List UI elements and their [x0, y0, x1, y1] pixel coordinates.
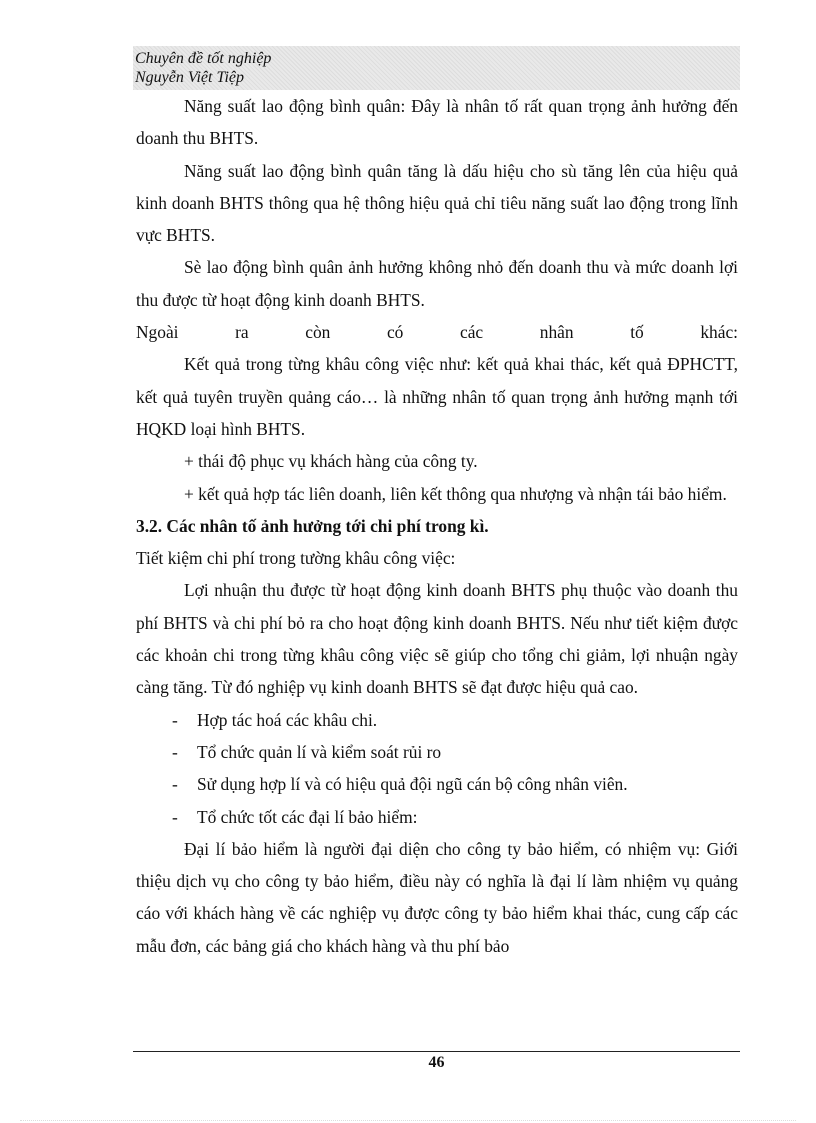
paragraph-cost-saving: Tiết kiệm chi phí trong tường khâu công việc:: [136, 548, 456, 569]
paragraph-work-results: Kết quả trong từng khâu công việc như: kết quả khai thác, kết quả ĐPHCTT, kết quả tuyên truyền quảng cáo… là những nhân tố quan trọng ảnh hưởng mạnh tới HQKD loại hình BHTS.: [136, 354, 738, 439]
list-item-text: Tổ chức quản lí và kiểm soát rủi ro: [197, 741, 442, 762]
list-item: [136, 768, 738, 800]
paragraph-insurance-agent: Đại lí bảo hiểm là người đại diện cho công ty bảo hiểm, có nhiệm vụ: Giới thiệu dịch vụ cho công ty bảo hiểm, điều này có nghĩa là đại lí làm nhiệm vụ quảng cáo với khách hàng về các nghiệp vụ được công ty bảo hiểm khai thác, cung cấp các mẫu đơn, các bảng giá cho khách hàng và thu phí bảo: [136, 838, 738, 956]
dash-bullet: -: [172, 741, 178, 762]
paragraph-service-attitude: + thái độ phục vụ khách hàng của công ty.: [184, 451, 478, 472]
page-number: 46: [428, 1054, 445, 1071]
paragraph-productivity-increase: Năng suất lao động bình quân tăng là dấu hiệu cho sù tăng lên của hiệu quả kinh doanh BHTS thông qua hệ thông hiệu quả chỉ tiêu năng suất lao động trong lĩnh vực BHTS.: [136, 160, 738, 246]
dash-bullet: -: [172, 806, 178, 827]
page-header: [133, 46, 740, 90]
paragraph-average-labor: Sè lao động bình quân ảnh hưởng không nhỏ đến doanh thu và mức doanh lợi thu được từ hoạt động kinh doanh BHTS.: [136, 257, 738, 310]
page-edge: [20, 1120, 796, 1121]
paragraph-profit: Lợi nhuận thu được từ hoạt động kinh doanh BHTS phụ thuộc vào doanh thu phí BHTS và chi phí bỏ ra cho hoạt động kinh doanh BHTS. Nếu như tiết kiệm được các khoản chi trong từng khâu công việc sẽ giúp cho tổng chi giảm, lợi nhuận ngày càng tăng. Từ đó nghiệp vụ kinh doanh BHTS sẽ đạt được hiệu quả cao.: [136, 580, 738, 698]
dash-bullet: -: [172, 774, 178, 795]
list-item: [136, 801, 738, 833]
document-body: [136, 90, 738, 962]
list-item: [136, 704, 738, 736]
list-item-text: Sử dụng hợp lí và có hiệu quả đội ngũ cán bộ công nhân viên.: [197, 774, 628, 795]
list-item-text: Tổ chức tốt các đại lí bảo hiểm:: [197, 806, 418, 827]
header-author: Nguyễn Việt Tiệp: [135, 69, 245, 86]
list-item-text: Hợp tác hoá các khâu chi.: [197, 709, 378, 730]
list-item: [136, 736, 738, 768]
paragraph-labor-productivity: Năng suất lao động bình quân: Đây là nhân tố rất quan trọng ảnh hưởng đến doanh thu BHTS.: [136, 96, 738, 149]
paragraph-joint-venture: + kết quả hợp tác liên doanh, liên kết thông qua nhượng và nhận tái bảo hiểm.: [184, 483, 727, 504]
dash-bullet: -: [172, 709, 178, 730]
paragraph-other-factors: Ngoài ra còn có các nhân tố khác:: [136, 322, 738, 343]
footer-divider: [133, 1051, 740, 1052]
header-title: Chuyên đề tốt nghiệp: [135, 50, 272, 67]
section-heading: 3.2. Các nhân tố ảnh hưởng tới chi phí trong kì.: [136, 515, 489, 536]
